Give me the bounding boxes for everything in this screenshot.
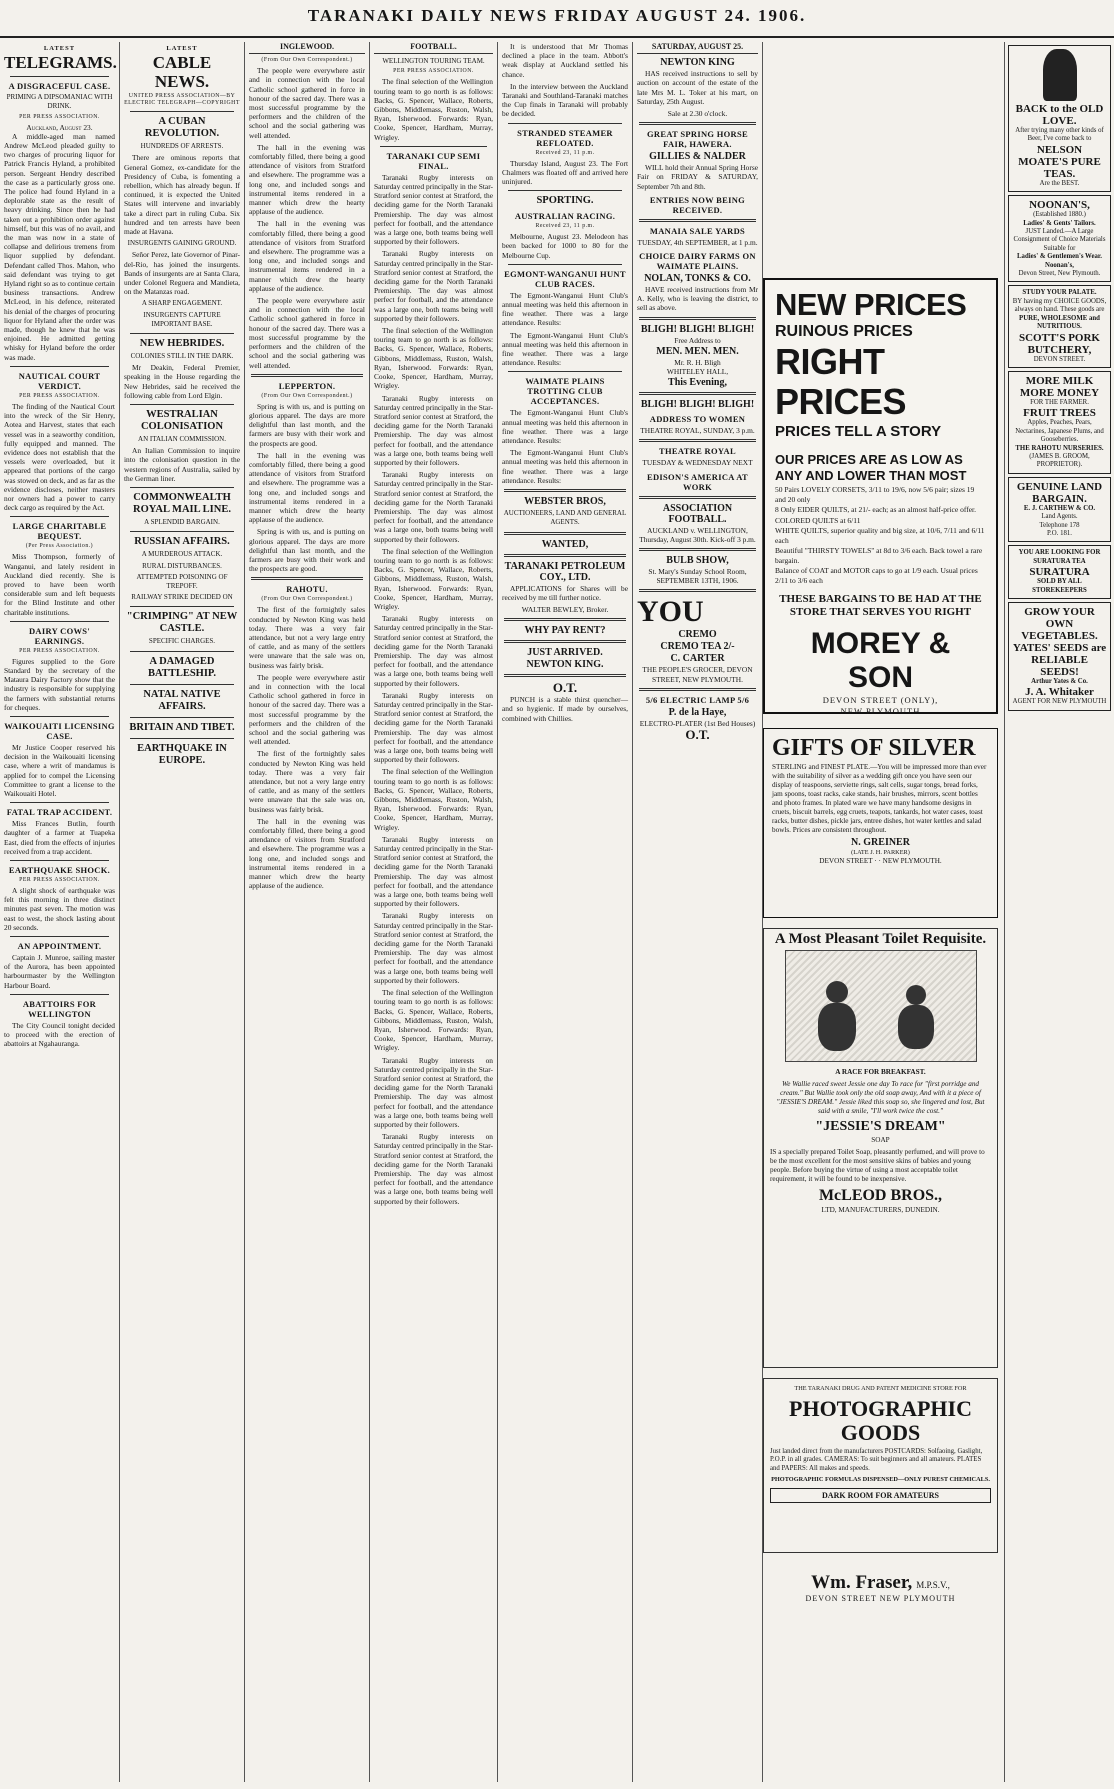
divider xyxy=(639,548,756,551)
ad-heading: TARANAKI PETROLEUM COY., LTD. xyxy=(504,560,626,583)
figure-child-icon xyxy=(906,985,926,1005)
ad-heading: ASSOCIATION FOOTBALL. xyxy=(662,502,733,525)
divider xyxy=(130,606,234,607)
ad-line-our-prices: OUR PRICES ARE AS LOW AS ANY AND LOWER THAN MOST xyxy=(775,452,967,483)
divider xyxy=(10,516,109,517)
story-title: WAIMATE PLAINS TROTTING CLUB ACCEPTANCES. xyxy=(525,376,605,407)
ad-note: ELECTRO-PLATER (1st Bed Houses) xyxy=(639,718,756,728)
story-body: Spring is with us, and is putting on glorious apparel. The days are more delightful than last month, and the farmers are busy with their work and the prospects are good. xyxy=(249,527,365,574)
ad-note: TUESDAY & WEDNESDAY NEXT xyxy=(642,458,753,468)
section-kicker: LATEST xyxy=(166,45,198,52)
story-title: "CRIMPING" AT NEW CASTLE. xyxy=(126,611,238,635)
divider xyxy=(639,688,756,691)
ad-rahotu-nurseries xyxy=(1008,371,1111,474)
ad-body: After trying many other kinds of Beer, I've come back to xyxy=(1015,127,1104,143)
story-title: A DAMAGED BATTLESHIP. xyxy=(148,655,216,679)
ad-note: SOLD BY ALL STOREKEEPERS xyxy=(1032,578,1087,594)
story-subtitle: RAILWAY STRIKE DECIDED ON xyxy=(131,593,233,602)
ad-firm-name: Arthur Yates & Co. xyxy=(1031,678,1088,685)
divider xyxy=(10,936,109,937)
story-credit: PER PRESS ASSOCIATION. xyxy=(19,113,100,120)
story-subtitle: INSURGENTS GAINING GROUND. xyxy=(127,239,237,248)
story-body: The hall in the evening was comfortably filled, there being a good attendance of visitors from Stratford and elsewhere. The programme was a long one, and included songs and instrumental items rendered in a manner which drew the hearty applause of the audience. xyxy=(249,816,365,891)
story-credit: (From Our Own Correspondent.) xyxy=(261,392,353,399)
ad-heading: BLIGH! BLIGH! BLIGH! xyxy=(640,323,755,335)
story-body: Mr Justice Cooper reserved his decision in the Waikouaiti licensing case, where a writ of mandamus is applied for to compel the Licensing Committee to grant a license to the Waikouaiti Hotel. xyxy=(4,742,115,798)
ad-item: Beautiful "THIRSTY TOWELS" at 8d to 3/6 each. Back towel a rare bargain. xyxy=(775,546,983,565)
story-body: Taranaki Rugby interests on Saturday centred principally in the Star-Stratford senior contest at Stratford, the deciding game for the North Taranaki Premiership. The day was almost perfect for football, and the attendance was a large one, both teams being well supported by their followers. xyxy=(374,393,493,467)
story-credit: Received 23, 11 p.m. xyxy=(535,223,595,230)
story-title: NATAL NATIVE AFFAIRS. xyxy=(143,688,221,712)
divider xyxy=(251,374,363,377)
story-body: Taranaki Rugby interests on Saturday centred principally in the Star-Stratford senior contest at Stratford, the deciding game for the North Taranaki Premiership. The day was almost perfect for football, and the attendance was a large one, both teams being well supported by their followers. xyxy=(374,470,493,544)
ad-firm-note: (LATE J. H. PARKER) xyxy=(851,849,910,856)
divider xyxy=(380,146,487,147)
ad-subheading: Ladies' & Gents' Tailors. xyxy=(1023,219,1096,227)
divider xyxy=(639,317,756,320)
story-title: INGLEWOOD. xyxy=(249,42,365,54)
divider xyxy=(130,738,234,739)
story-credit: PER PRESS ASSOCIATION. xyxy=(19,877,100,883)
story-subtitle: PRIMING A DIPSOMANIAC WITH DRINK. xyxy=(6,93,113,111)
ad-heading: GILLIES & NALDER xyxy=(649,151,746,163)
ad-note: TUESDAY, 4th SEPTEMBER, at 1 p.m. xyxy=(637,237,758,247)
ad-fraser xyxy=(763,1572,998,1620)
ad-body: BY having my CHOICE GOODS, always on hand. These goods are xyxy=(1012,297,1107,314)
ad-firm-name: Wm. Fraser, xyxy=(811,1572,913,1593)
ad-heading: A Most Pleasant Toilet Requisite. xyxy=(774,931,987,947)
ad-heading: YATES' SEEDS are RELIABLE SEEDS! xyxy=(1012,642,1107,678)
divider xyxy=(130,333,234,334)
story-body: The people were everywhere astir and in connection with the local Catholic school gathered in force in honour of the sacred day. There was a most successful programme by the performers and the children of the school and the social gathering was well attended. xyxy=(249,672,365,747)
story-title: AN APPOINTMENT. xyxy=(17,941,102,952)
ad-note: Mr. R. H. Bligh xyxy=(674,357,721,367)
ad-heading: This Evening, xyxy=(668,377,727,389)
story-title: LARGE CHARITABLE BEQUEST. xyxy=(12,521,107,542)
story-body: The hall in the evening was comfortably filled, there being a good attendance of visitors from Stratford and elsewhere. The programme was a long one, and included songs and instrumental items rendered in a manner which drew the hearty applause of the audience. xyxy=(249,142,365,217)
ad-heading: WEBSTER BROS, xyxy=(524,496,606,508)
story-body: Señor Perez, late Governor of Pinar-del-Rio, has joined the insurgents. Bands of insurgents are at Santa Clara, under Colonel Reguera and Mandieta, on the Matanzas road. xyxy=(124,250,240,297)
story-body: The hall in the evening was comfortably filled, there being a good attendance of visitors from Stratford and elsewhere. The programme was a long one, and included songs and instrumental items rendered in a manner which drew the hearty applause of the audience. xyxy=(249,219,365,293)
column-telegrams xyxy=(0,42,120,1782)
story-body: The people were everywhere astir and in connection with the local Catholic school gathered in force in honour of the sacred day. There was a most successful programme by the performers and the children of the school and the social gathering was well attended. xyxy=(249,296,365,370)
ad-land-bargain xyxy=(1008,477,1111,543)
divider xyxy=(508,264,622,265)
ad-formula-note: PHOTOGRAPHIC FORMULAS DISPENSED—ONLY PUREST CHEMICALS. xyxy=(771,1476,990,1484)
ad-body: IS a specially prepared Toilet Soap, pleasantly perfumed, and will prove to be the most excellent for the most sensitive skins of babies and young people. Before buying the virtue of using a most acceptable toilet requirement, it will be found to be inexpensive. xyxy=(770,1148,985,1183)
ad-new-prices xyxy=(763,278,998,714)
story-title: DAIRY COWS' EARNINGS. xyxy=(28,625,90,646)
woman-portrait-icon xyxy=(1043,49,1077,101)
divider xyxy=(130,684,234,685)
ad-heading: BULB SHOW, xyxy=(666,555,729,567)
ad-heading: GREAT SPRING HORSE FAIR, HAWERA. xyxy=(647,129,748,150)
ad-note: THEATRE ROYAL, SUNDAY, 3 p.m. xyxy=(640,426,755,436)
divider xyxy=(504,532,626,535)
ad-note: Free Address to xyxy=(674,335,721,345)
story-body: Spring is with us, and is putting on glorious apparel. The days are more delightful than last month, and the farmers are busy with their work and the prospects are good. xyxy=(249,401,365,448)
column-classified-ads xyxy=(633,42,763,1782)
ad-line-ruinous-prices: RUINOUS PRICES xyxy=(775,323,913,340)
ad-heading: P. de la Haye, xyxy=(668,706,727,718)
ad-body: Just landed direct from the manufacturers POSTCARDS: Solfaoing, Gaslight, P.O.P. in all grades. CAMERAS: To suit beginners and all amateurs. PLATES and PAPERS: All makes and speeds. xyxy=(770,1447,983,1472)
section-headline: CABLE NEWS. xyxy=(152,53,212,92)
story-title: NAUTICAL COURT VERDICT. xyxy=(18,370,101,391)
divider xyxy=(508,190,622,191)
ad-heading: GROW YOUR OWN VEGETABLES. xyxy=(1021,606,1098,642)
story-body: The Egmont-Wanganui Hunt Club's annual meeting was held this afternoon in fine weather. There was a large attendance. Results: xyxy=(502,448,628,485)
ad-heading: PHOTOGRAPHIC GOODS xyxy=(789,1395,972,1445)
story-credit: Received 23, 11 p.m. xyxy=(535,149,595,156)
column-sporting xyxy=(498,42,633,1782)
divider xyxy=(504,554,626,557)
ad-heading: NOLAN, TONKS & CO. xyxy=(644,273,751,285)
divider xyxy=(130,531,234,532)
story-body: Figures supplied to the Gore Standard by the secretary of the Mataura Dairy Factory show that the industry is responsible for supplying the farmers with substantial returns for cheques. xyxy=(4,656,115,712)
story-body: The finding of the Nautical Court into the wreck of the Sir Henry, Aotea and Harvest, states that each vessel was in a seaworthy condition, fully equipped and manned. The evidence does not establish that the vessels were overloaded, but it appeared that portions of the cargo was stowed on deck, and as far as the evidence discloses, neither masters nor owners had a power to carry deck cargo as required by the Act. xyxy=(4,401,115,513)
story-subtitle: A MURDEROUS ATTACK. xyxy=(141,550,223,559)
ad-note: WHITELEY HALL, xyxy=(666,367,729,377)
ad-subheading: Ladies' & Gentlemen's Wear. xyxy=(1017,253,1102,261)
ad-note: FOR THE FARMER. xyxy=(1030,398,1089,406)
ad-heading: STUDY YOUR PALATE. xyxy=(1022,289,1097,297)
section-headline: TELEGRAMS. xyxy=(4,53,117,73)
divider xyxy=(504,640,626,643)
ad-body: APPLICATIONS for Shares will be received by me till further notice. xyxy=(502,583,628,602)
story-body: Taranaki Rugby interests on Saturday centred principally in the Star-Stratford senior contest at Stratford, the deciding game for the North Taranaki Premiership. The day was almost perfect for football, and the attendance was a large one, both teams being well supported by their followers. xyxy=(374,249,493,323)
story-subtitle: ATTEMPTED POISONING OF TREPOFF. xyxy=(136,572,228,590)
divider xyxy=(10,716,109,717)
ad-gifts-of-silver xyxy=(763,728,998,918)
ad-agent-name: J. A. Whitaker xyxy=(1025,686,1094,699)
section-title: SPORTING. xyxy=(536,195,594,207)
ad-photographic-goods xyxy=(763,1378,998,1553)
ad-firm-name: McLEOD BROS., xyxy=(818,1187,943,1204)
ad-heading: O.T. xyxy=(552,680,578,696)
ad-note: AUCKLAND v. WELLINGTON, Thursday, August 30th. Kick-off 3 p.m. xyxy=(639,525,756,544)
ad-body: WILL hold their Annual Spring Horse Fair on FRIDAY & SATURDAY, September 7th and 8th. xyxy=(637,163,758,191)
story-title: A CUBAN REVOLUTION. xyxy=(144,116,220,140)
figure-body-icon xyxy=(898,1005,934,1049)
ad-heading: ENTRIES NOW BEING RECEIVED. xyxy=(649,194,746,215)
story-title: TARANAKI CUP SEMI FINAL. xyxy=(386,150,481,171)
ad-heading: WHY PAY RENT? xyxy=(524,625,606,637)
ad-product-name: SURATURA xyxy=(1029,566,1090,579)
story-body: Miss Thompson, formerly of Wanganui, and lately resident in Auckland died recently. She is proved to have been worth considerable sum and left bequests for the Blind Institute and other charitable institutions. xyxy=(4,552,115,617)
ad-darkroom-box: DARK ROOM FOR AMATEURS xyxy=(770,1488,991,1503)
ad-suratura-tea xyxy=(1008,545,1111,599)
story-subtitle: A SHARP ENGAGEMENT. xyxy=(141,299,223,308)
divider xyxy=(639,589,756,592)
ad-note: Are the BEST. xyxy=(1039,179,1080,187)
ad-heading: ADDRESS TO WOMEN xyxy=(649,414,746,425)
story-title: COMMONWEALTH ROYAL MAIL LINE. xyxy=(133,492,231,516)
divider xyxy=(130,111,234,112)
story-body: The people were everywhere astir and in connection with the local Catholic school gathered in force in honour of the sacred day. There was a most successful programme by the performers and the children of the school and the social gathering was well attended. xyxy=(249,66,365,140)
column-football xyxy=(370,42,498,1782)
story-subtitle: COLONIES STILL IN THE DARK. xyxy=(130,352,234,361)
divider xyxy=(639,439,756,442)
ad-subheading: AUCTIONEERS, LAND AND GENERAL AGENTS. xyxy=(503,509,627,527)
ad-item: WHITE QUILTS, superior quality and big size, at 10/6, 7/11 and 6/11 each xyxy=(775,526,985,545)
ad-heading: MEN. MEN. MEN. xyxy=(656,345,739,357)
story-title: BRITAIN AND TIBET. xyxy=(129,721,235,733)
ad-heading: NOONAN'S, xyxy=(1029,199,1090,212)
story-title: NEW HEBRIDES. xyxy=(139,338,225,350)
ad-scotts-pork xyxy=(1008,285,1111,367)
story-credit: PER PRESS ASSOCIATION. xyxy=(393,68,474,75)
ad-note: Telephone 178 xyxy=(1039,521,1080,529)
ad-kicker: THE TARANAKI DRUG AND PATENT MEDICINE STORE FOR xyxy=(794,1385,967,1392)
story-credit: (From Our Own Correspondent.) xyxy=(261,57,353,64)
ad-subheading: PURE, WHOLESOME and NUTRITIOUS. xyxy=(1019,314,1100,331)
divider xyxy=(10,994,109,995)
ad-heading: YOU xyxy=(637,595,704,629)
story-body: Taranaki Rugby interests on Saturday centred principally in the Star-Stratford senior contest at Stratford, the deciding game for the North Taranaki Premiership. The day was almost perfect for football, and the attendance was a large one, both teams being well supported by their followers. xyxy=(374,911,493,985)
story-body: An Italian Commission to inquire into the colonisation question in the western regions of Australia, sailed by the German liner. xyxy=(124,446,240,483)
section-kicker: LATEST xyxy=(43,45,76,52)
story-body: The Egmont-Wanganui Hunt Club's annual meeting was held this afternoon in fine weather. There was a large attendance. Results: xyxy=(502,290,628,328)
story-credit: (From Our Own Correspondent.) xyxy=(261,596,353,603)
ad-verse: We Wallie raced sweet Jessie one day To race for "first porridge and cream." But Wallie took only the old soap away, And with it a piece of "JESSIE'S DREAM." Jessie liked this soap so, she lingered and lost, But said with a smile, "I'll work twice the cost." xyxy=(776,1080,985,1115)
story-body: A middle-aged man named Andrew McLeod pleaded guilty to two charges of procuring liquor for Patrick Francis Hyland, a prohibited person. Sergeant Hendry described the case as a particularly gross one. The police had found Hyland in a deplorable state as the result of heavy drinking. Since then he had taken out a prohibition order against himself, but this was of no avail, and the man was now in a state of collapse and delirious tremens from liquor supplied by defendant. Defendant called Thos. Mahon, who said defendant was trying to get Hyland right so as to continue certain business transactions. Andrew McLeod, in his defence, reiterated his denial of the charges of procuring liquor for Hyland after the order was made, though he knew that he was enjoined. He admitted getting whisky for Hyland before the order was made. xyxy=(4,131,115,362)
ad-product-sub: SOAP xyxy=(871,1136,890,1144)
story-subtitle: INSURGENTS CAPTURE IMPORTANT BASE. xyxy=(143,310,221,328)
newspaper-title: TARANAKI DAILY NEWS FRIDAY AUGUST 24. 1906. xyxy=(307,6,807,25)
ad-yates-seeds xyxy=(1008,602,1111,711)
story-subtitle: SPECIFIC CHARGES. xyxy=(148,637,216,646)
story-title: RUSSIAN AFFAIRS. xyxy=(134,536,230,548)
masthead xyxy=(0,0,1114,38)
ad-heading: WANTED, xyxy=(541,538,589,550)
ad-heading: EDISON'S AMERICA AT WORK xyxy=(647,471,748,492)
story-body: The Egmont-Wanganui Hunt Club's annual meeting was held this afternoon in fine weather. There was a large attendance. Results: xyxy=(502,330,628,368)
story-subtitle: WELLINGTON TOURING TEAM. xyxy=(382,57,485,66)
divider xyxy=(10,860,109,861)
ad-heading: YOU ARE LOOKING FOR SURATURA TEA xyxy=(1018,549,1101,565)
story-title: AUSTRALIAN RACING. xyxy=(514,211,616,222)
ad-body: Apples, Peaches, Pears, Nectarines, Japanese Plums, and Gooseberries. xyxy=(1015,419,1104,444)
ad-note: THE PEOPLE'S GROCER, DEVON STREET, NEW PLYMOUTH. xyxy=(642,665,753,684)
story-body: The first of the fortnightly sales conducted by Newton King was held today. There was a very fair attendance, but not a very large entry of cattle, and as many of the settlers were unaware that the sale was on, business was fairly brisk. xyxy=(249,605,365,670)
ad-heading: 5/6 ELECTRIC LAMP 5/6 xyxy=(645,694,750,705)
ad-firm-name: MOREY & SON xyxy=(810,627,951,694)
divider xyxy=(639,496,756,499)
story-title: WESTRALIAN COLONISATION xyxy=(140,409,224,433)
story-body: Taranaki Rugby interests on Saturday centred principally in the Star-Stratford senior contest at Stratford, the deciding game for the North Taranaki Premiership. The day was almost perfect for football, and the attendance was a large one, both teams being well supported by their followers. xyxy=(374,690,493,765)
figure-child-icon xyxy=(826,981,848,1003)
story-body: The final selection of the Wellington touring team to go north is as follows: Backs, G. Spencer, Wallace, Roberts, Gibbons, Middlemass, Ruston, Walsh, Ryan, Isherwood. Forwards: Ryan, Cooke, Spencer, Hardham, Murray, Wrigley. xyxy=(374,77,493,142)
story-body: Melbourne, August 23. Melodeon has been backed for 1000 to 80 for the Melbourne Cup. xyxy=(502,232,628,260)
ad-heading: NELSON MOATE'S PURE TEAS. xyxy=(1018,143,1101,180)
ad-product-name: "JESSIE'S DREAM" xyxy=(815,1119,946,1134)
ad-heading: FRUIT TREES xyxy=(1023,407,1096,420)
story-credit: PER PRESS ASSOCIATION. xyxy=(19,647,100,654)
divider xyxy=(639,392,756,395)
story-subtitle: AN ITALIAN COMMISSION. xyxy=(138,435,226,444)
story-body: Taranaki Rugby interests on Saturday centred principally in the Star-Stratford senior contest at Stratford, the deciding game for the North Taranaki Premiership. The day was almost perfect for football, and the attendance was a large one, both teams being well supported by their followers. xyxy=(374,614,493,688)
ad-address: Devon Street, New Plymouth. xyxy=(1018,270,1101,278)
story-credit: PER PRESS ASSOCIATION. xyxy=(19,392,100,399)
divider xyxy=(508,123,622,124)
ad-body: JUST Landed.—A Large Consignment of Choice Materials Suitable for xyxy=(1013,228,1106,252)
ad-date-heading: SATURDAY, AUGUST 25. xyxy=(637,42,758,54)
story-title: STRANDED STEAMER REFLOATED. xyxy=(517,127,613,148)
ad-heading: NEWTON KING. xyxy=(526,659,604,671)
ad-note: (JAMES B. GROOM, PROPRIETOR). xyxy=(1029,452,1090,469)
story-subtitle: RURAL DISTURBANCES. xyxy=(142,561,222,570)
story-body: The final selection of the Wellington touring team to go north is as follows: Backs, G. Spencer, Wallace, Roberts, Gibbons, Middlemass, Ruston, Walsh, Ryan, Isherwood. Forwards: Ryan, Cooke, Spencer, Hardham, Murray, Wrigley. xyxy=(374,546,493,611)
ad-item-list xyxy=(775,485,986,585)
divider xyxy=(504,489,626,492)
story-body: Taranaki Rugby interests on Saturday centred principally in the Star-Stratford senior contest at Stratford, the deciding game for the North Taranaki Premiership. The day was almost perfect for football, and the attendance was a large one, both teams being well supported by their followers. xyxy=(374,834,493,909)
story-body: The first of the fortnightly sales conducted by Newton King was held today. There was a very fair attendance, but not a very large entry of cattle, and as many of the settlers were unaware that the sale was on, business was fairly brisk. xyxy=(249,749,365,814)
ad-heading: CREMO TEA 2/- xyxy=(660,641,735,653)
divider xyxy=(10,366,109,367)
illustration-race-for-breakfast xyxy=(785,950,977,1062)
ad-nelson-moate xyxy=(1008,45,1111,192)
story-title: FATAL TRAP ACCIDENT. xyxy=(6,807,113,818)
story-title: A DISGRACEFUL CASE. xyxy=(8,81,111,92)
section-credit: UNITED PRESS ASSOCIATION—BY ELECTRIC TELEGRAPH—COPYRIGHT xyxy=(124,93,240,107)
story-title: EARTHQUAKE IN EUROPE. xyxy=(137,742,227,766)
ad-heading: O.T. xyxy=(685,727,710,743)
story-body: The Egmont-Wanganui Hunt Club's annual meeting was held this afternoon in fine weather. There was a large attendance. Results: xyxy=(502,408,628,446)
ad-firm-sub: LTD, MANUFACTURERS, DUNEDIN. xyxy=(821,1206,940,1214)
story-subtitle: A SPLENDID BARGAIN. xyxy=(144,518,220,527)
figure-body-icon xyxy=(818,1003,856,1051)
divider xyxy=(639,219,756,222)
divider xyxy=(504,674,626,677)
ad-item: COLORED QUILTS at 6/11 xyxy=(775,515,861,525)
story-body: Thursday Island, August 23. The Fort Chalmers was floated off and arrived here uninjured. xyxy=(502,158,628,187)
ad-address: DEVON STREET NEW PLYMOUTH xyxy=(805,1594,956,1603)
story-body: In the interview between the Auckland Taranaki and Southland-Taranaki matches the Cup finals in Taranaki will probably be decided. xyxy=(502,81,628,119)
divider xyxy=(508,371,622,372)
ad-heading: THEATRE ROYAL xyxy=(659,446,736,457)
ad-item: Balance of COAT and MOTOR caps to go at 1/9 each. Usual prices 2/11 to 3/6 each xyxy=(775,566,978,585)
story-body: Miss Frances Butlin, fourth daughter of a farmer at Tuapeka East, died from the effects of injuries received from a trap accident. xyxy=(4,819,115,856)
ad-heading: C. CARTER xyxy=(670,653,725,665)
divider xyxy=(130,717,234,718)
ad-address: NEW PLYMOUTH xyxy=(840,706,921,716)
ad-firm-name: THE RAHOTU NURSERIES. xyxy=(1015,444,1104,452)
story-title: ABATTOIRS FOR WELLINGTON xyxy=(22,998,97,1019)
story-title: EGMONT-WANGANUI HUNT CLUB RACES. xyxy=(504,268,626,289)
column-district-news xyxy=(245,42,370,1782)
divider xyxy=(10,621,109,622)
story-body: There are ominous reports that General Gomez, ex-candidate for the Presidency of Cuba, is fomenting a rebellion, which has already begun. If continued, it is expected the United States will intervene and invariably take a direct part in ruling Cuba. Six hundred and ten arrests have been made at Havana. xyxy=(124,153,240,237)
ad-signature: WALTER BEWLEY, Broker. xyxy=(521,604,609,614)
ad-firm-name: E. J. CARTHEW & CO. xyxy=(1023,504,1096,512)
column-right-ads xyxy=(1004,42,1114,1782)
divider xyxy=(130,651,234,652)
ad-address: DEVON STREET. xyxy=(1033,355,1086,363)
story-body: The final selection of the Wellington touring team to go north is as follows: Backs, G. Spencer, Wallace, Roberts, Gibbons, Middlemass, Ruston, Walsh, Ryan, Isherwood. Forwards: Ryan, Cooke, Spencer, Hardham, Murray, Wrigley. xyxy=(374,767,493,832)
illustration-caption: A RACE FOR BREAKFAST. xyxy=(835,1068,926,1076)
story-body: The final selection of the Wellington touring team to go north is as follows: Backs, G. Spencer, Wallace, Roberts, Gibbons, Middlemass, Ruston, Walsh, Ryan, Isherwood. Forwards: Ryan, Cooke, Spencer, Hardham, Murray, Wrigley. xyxy=(374,988,493,1053)
ad-body: STERLING and FINEST PLATE.—You will be impressed more than ever with the suitability of silver as a wedding gift once you have seen our display of teaspoons, serviette rings, salt cells, sugar tongs, bread forks, jam spoons, toast racks, cake stands, hair brushes, mirrors, scent bottles and photo frames. In plated ware we have many handsome designs in cruets, biscuit barrels, egg cruets, teapots, tankards, hot water cases, toast racks, butter dishes, pickle jars, entree dishes, hot water kettles and salad bowls. Prices are consistent throughout. xyxy=(772,763,987,834)
ad-heading: GENUINE LAND BARGAIN. xyxy=(1016,480,1103,505)
story-subtitle: HUNDREDS OF ARRESTS. xyxy=(140,142,224,151)
ad-note: P.O. 181. xyxy=(1047,529,1072,537)
ad-heading: BACK to the OLD LOVE. xyxy=(1015,103,1104,127)
ad-note: Land Agents. xyxy=(1041,513,1078,521)
story-title: EARTHQUAKE SHOCK. xyxy=(8,865,111,875)
story-body: Taranaki Rugby interests on Saturday centred principally in the Star-Stratford senior contest at Stratford, the deciding game for the North Taranaki Premiership. The day was almost perfect for football, and the attendance was a large one, both teams being well supported by their followers. xyxy=(374,1055,493,1129)
story-title: FOOTBALL. xyxy=(374,42,493,54)
ad-heading: JUST ARRIVED. xyxy=(527,647,603,659)
story-body: The final selection of the Wellington touring team to go north is as follows: Backs, G. Spencer, Wallace, Roberts, Gibbons, Middlemass, Ruston, Walsh, Ryan, Isherwood. Forwards: Ryan, Cooke, Spencer, Hardham, Murray, Wrigley. xyxy=(374,326,493,391)
story-body: The City Council tonight decided to proceed with the erection of abattoirs at Ngahauranga. xyxy=(4,1020,115,1049)
story-body: Captain J. Munroe, sailing master of the Aurora, has been appointed harbourmaster by the Wellington Harbour Board. xyxy=(4,953,115,990)
ad-body: HAVE received instructions from Mr A. Kelly, who is leaving the district, to sell as above. xyxy=(637,285,758,313)
ad-firm-name: N. GREINER xyxy=(851,837,910,848)
ad-firm-name: Noonan's, xyxy=(1045,261,1074,269)
ad-body: PUNCH is a stable thirst quencher—and so hygienic. If made by ourselves, combined with Chillies. xyxy=(502,695,628,723)
ad-jessies-dream xyxy=(763,928,998,1368)
ad-heading: NEWTON KING xyxy=(660,57,735,69)
divider xyxy=(251,577,363,580)
divider xyxy=(130,487,234,488)
ad-note: AGENT FOR NEW PLYMOUTH xyxy=(1012,698,1107,706)
divider xyxy=(10,76,109,77)
divider xyxy=(504,618,626,621)
ad-heading: GIFTS OF SILVER xyxy=(772,735,976,761)
story-dateline: Auckland, August 23. xyxy=(26,122,93,132)
story-body: The hall in the evening was comfortably filled, there being a good attendance of visitors from Stratford and elsewhere. The programme was a long one, and included songs and instrumental items rendered in a manner which drew the hearty applause of the audience. xyxy=(249,450,365,525)
ad-address: DEVON STREET · · NEW PLYMOUTH. xyxy=(819,856,942,865)
ad-heading: CHOICE DAIRY FARMS ON WAIMATE PLAINS. xyxy=(639,251,756,272)
story-body: Taranaki Rugby interests on Saturday centred principally in the Star-Stratford senior contest at Stratford, the deciding game for the North Taranaki Premiership. The day was almost perfect for football, and the attendance was a large one, both teams being well supported by their followers. xyxy=(374,1132,493,1206)
story-body: A slight shock of earthquake was felt this morning in three distinct minutes past seven. The motion was east to west, the shock lasting about 20 seconds. xyxy=(4,886,115,932)
ad-heading: BLIGH! BLIGH! BLIGH! xyxy=(640,399,755,411)
ad-noonans xyxy=(1008,195,1111,282)
story-body: It is understood that Mr Thomas declined a place in the team. Abbott's weak display at Auckland settled his chance. xyxy=(502,42,628,79)
ad-note: (Established 1880.) xyxy=(1033,211,1086,219)
divider xyxy=(639,122,756,125)
story-title: RAHOTU. xyxy=(286,584,328,595)
column-cable-news xyxy=(120,42,245,1782)
ad-body: HAS received instructions to sell by auction on account of the estate of the late Mrs M. L. Toker at his mart, on Saturday, 25th August. xyxy=(637,69,758,106)
story-title: LEPPERTON. xyxy=(278,380,336,391)
ad-firm-name: SCOTT'S PORK BUTCHERY, xyxy=(1019,331,1100,356)
ad-note: Sale at 2.30 o'clock. xyxy=(667,109,728,119)
divider xyxy=(10,802,109,803)
ad-bargains-line: THESE BARGAINS TO BE HAD AT THE STORE THAT SERVES YOU RIGHT xyxy=(779,593,982,618)
ad-firm-title: M.P.S.V., xyxy=(916,1580,950,1590)
ad-heading: MORE MILK MORE MONEY xyxy=(1019,374,1100,399)
story-title: WAIKOUAITI LICENSING CASE. xyxy=(4,720,115,741)
ad-line-prices-tell: PRICES TELL A STORY xyxy=(775,423,942,440)
ad-heading: CREMO xyxy=(678,629,717,641)
story-body: Mr Deakin, Federal Premier, speaking in the House regarding the New Hebrides, said he received the following cable from Lord Elgin. xyxy=(124,363,240,400)
ad-item: 8 Only EIDER QUILTS, at 21/- each; as an almost half-price offer. xyxy=(775,505,976,514)
ad-line-new-prices: NEW PRICES xyxy=(775,287,967,322)
ad-heading: MANAIA SALE YARDS xyxy=(649,225,746,236)
ad-line-right-prices: RIGHT PRICES xyxy=(775,341,907,422)
ad-address: DEVON STREET (ONLY), xyxy=(822,695,939,705)
story-body: Taranaki Rugby interests on Saturday centred principally in the Star-Stratford senior contest at Stratford, the deciding game for the North Taranaki Premiership. The day was almost perfect for football, and the attendance was a large one, both teams being well supported by their followers. xyxy=(374,172,493,247)
divider xyxy=(130,404,234,405)
ad-note: St. Mary's Sunday School Room, SEPTEMBER 13TH, 1906. xyxy=(648,567,747,586)
ad-item: 50 Pairs LOVELY CORSETS, 3/11 to 19/6, now 5/6 pair; sizes 19 and 20 only xyxy=(775,485,975,504)
story-credit: (Per Press Association.) xyxy=(25,543,94,550)
